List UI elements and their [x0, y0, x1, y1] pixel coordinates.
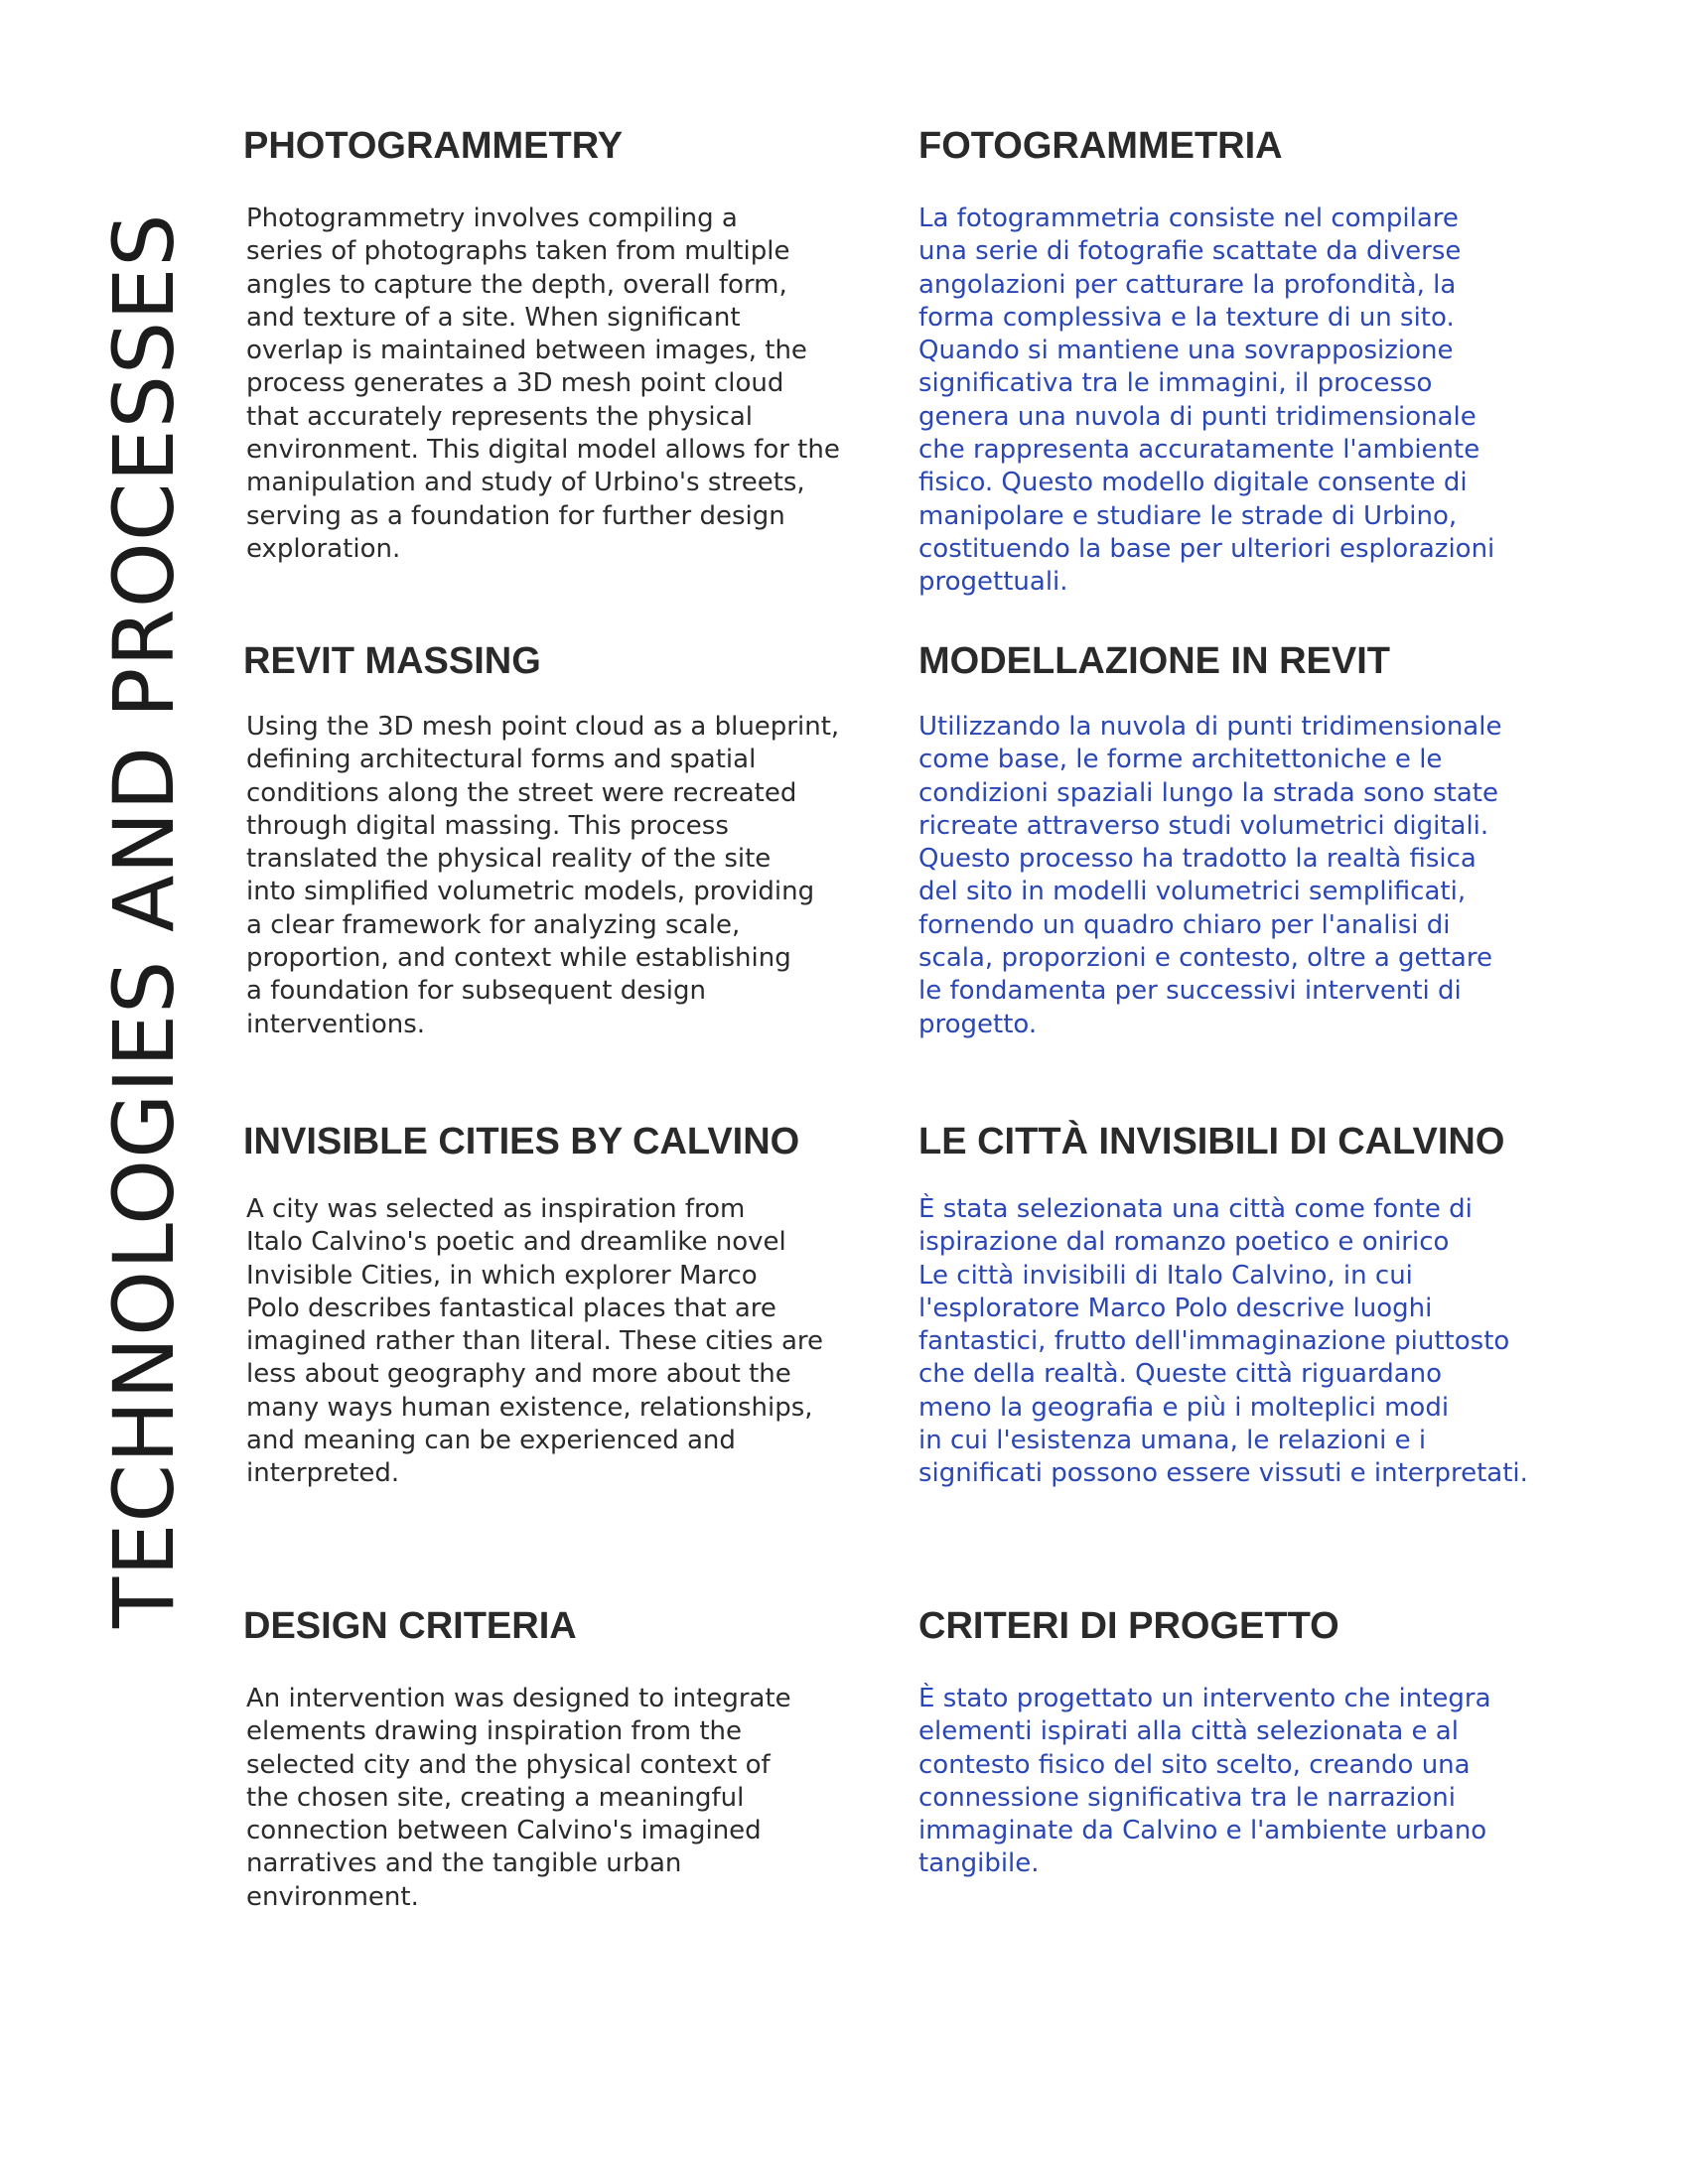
text-invisible-cities: A city was selected as inspiration from Italo Calvino's poetic and dreamlike novel Invisible Cities, in which explorer Marco Polo describes fantastical places that are imagined rather than literal. These cities are less about geography and more about the many ways human existence, relationships, and meaning can be experienced and interpreted. — [246, 1194, 824, 1489]
heading-invisible-cities: INVISIBLE CITIES BY CALVINO — [243, 1121, 800, 1162]
heading-modellazione-revit: MODELLAZIONE IN REVIT — [918, 640, 1390, 682]
heading-criteri-progetto: CRITERI DI PROGETTO — [918, 1605, 1339, 1647]
side-title: TECHNOLOGIES AND PROCESSES — [95, 212, 193, 1628]
heading-photogrammetry: PHOTOGRAMMETRY — [243, 125, 624, 167]
text-revit-massing: Using the 3D mesh point cloud as a blueprint, defining architectural forms and spatial conditions along the street were recreated through digital massing. This process translated the physical reality of the site into simplified volumetric models, providing a clear framework for analyzing scale, proportion, and context while establishing a foundation for subsequent design interventions. — [246, 712, 840, 1039]
heading-fotogrammetria: FOTOGRAMMETRIA — [918, 125, 1283, 167]
text-photogrammetry: Photogrammetry involves compiling a series of photographs taken from multiple angles to capture the depth, overall form, and texture of a site. When significant overlap is maintained between images, the process generates a 3D mesh point cloud that accurately represents the physical environment. This digital model allows for the manipulation and study of Urbino's streets, serving as a foundation for further design exploration. — [246, 204, 840, 564]
text-design-criteria: An intervention was designed to integrate elements drawing inspiration from the selected city and the physical context of the chosen site, creating a meaningful connection between Calvino's imagined narratives and the tangible urban environment. — [246, 1684, 791, 1912]
text-modellazione-revit: Utilizzando la nuvola di punti tridimensionale come base, le forme architettoniche e le condizioni spaziali lungo la strada sono state ricreate attraverso studi volumetrici digitali. Questo processo ha tradotto la realtà fisica del sito in modelli volumetrici semplificati, fornendo un quadro chiaro per l'analisi di scala, proporzioni e contesto, oltre a gettare le fondamenta per successivi interventi di progetto. — [918, 712, 1502, 1039]
heading-design-criteria: DESIGN CRITERIA — [243, 1605, 577, 1647]
heading-citta-invisibili: LE CITTÀ INVISIBILI DI CALVINO — [918, 1121, 1505, 1162]
text-citta-invisibili: È stata selezionata una città come fonte di ispirazione dal romanzo poetico e onirico Le città invisibili di Italo Calvino, in cui l'esploratore Marco Polo descrive luoghi fantastici, frutto dell'immaginazione piuttosto che della realtà. Queste città riguardano meno la geografia e più i molteplici modi in cui l'esistenza umana, le relazioni e i significati possono essere vissuti e interpretati. — [918, 1194, 1528, 1489]
text-criteri-progetto: È stato progettato un intervento che integra elementi ispirati alla città selezionata e al contesto fisico del sito scelto, creando una connessione significativa tra le narrazioni immaginate da Calvino e l'ambiente urbano tangibile. — [918, 1684, 1491, 1879]
heading-revit-massing: REVIT MASSING — [243, 640, 541, 682]
text-fotogrammetria: La fotogrammetria consiste nel compilare una serie di fotografie scattate da diverse angolazioni per catturare la profondità, la forma complessiva e la texture di un sito. Quando si mantiene una sovrapposizione significativa tra le immagini, il processo genera una nuvola di punti tridimensionale che rappresenta accuratamente l'ambiente fisico. Questo modello digitale consente di manipolare e studiare le strade di Urbino, costituendo la base per ulteriori esplorazioni progettuali. — [918, 204, 1495, 598]
